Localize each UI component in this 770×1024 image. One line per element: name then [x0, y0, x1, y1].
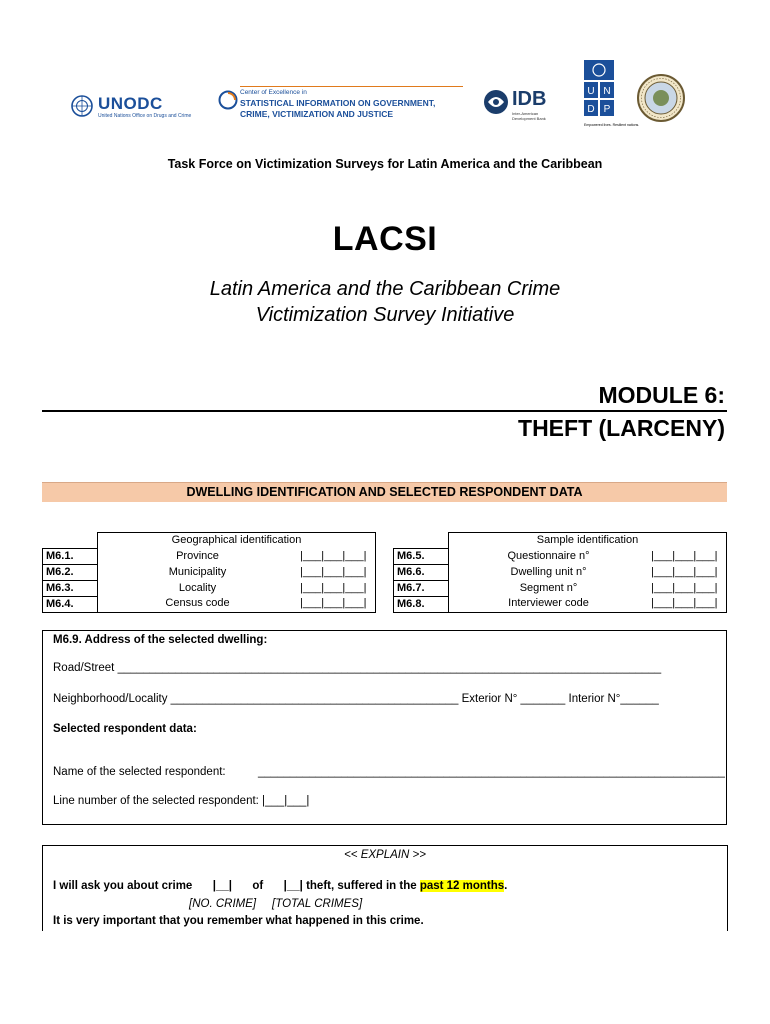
- unodc-logo: [70, 92, 220, 122]
- table-row: [394, 548, 727, 564]
- undp-subtitle: Empowered lives. Resilient nations.: [584, 123, 640, 127]
- geo-answer-box[interactable]: |___|___|___|: [297, 580, 376, 596]
- highlighted-period: past 12 months: [419, 880, 505, 892]
- table-row: [43, 548, 376, 564]
- coe-line1: STATISTICAL INFORMATION ON GOVERNMENT,: [240, 98, 436, 108]
- geo-table-title: Geographical identification: [98, 533, 376, 549]
- module-title: THEFT (LARCENY): [518, 415, 725, 441]
- sample-table-title: Sample identification: [449, 533, 727, 549]
- sample-code: M6.6.: [394, 564, 449, 580]
- geo-code: M6.2.: [43, 564, 98, 580]
- sample-label: Interviewer code: [449, 596, 649, 612]
- subtitle-line1: Latin America and the Caribbean Crime: [209, 278, 561, 300]
- explain-hint: [NO. CRIME] [TOTAL CRIMES]: [189, 898, 363, 910]
- undp-letter-u: U: [587, 86, 595, 97]
- idb-subtitle: Inter-American Development Bank: [512, 111, 546, 121]
- table-row: [43, 564, 376, 580]
- sample-label: Segment n°: [519, 581, 578, 594]
- geo-answer-box[interactable]: |___|___|___|: [297, 548, 376, 564]
- undp-letter-n: N: [603, 86, 611, 97]
- address-section: [42, 630, 727, 825]
- idb-emblem-icon: [482, 88, 510, 116]
- coe-emblem-icon: [218, 90, 238, 110]
- subtitle-line2: Victimization Survey Initiative: [255, 304, 515, 326]
- table-row: [394, 580, 727, 596]
- geo-label: Province: [176, 549, 219, 562]
- sample-code: M6.8.: [394, 596, 449, 612]
- sample-label: Questionnaire n°: [507, 549, 590, 562]
- geo-code: M6.3.: [43, 580, 98, 596]
- address-title: M6.9. Address of the selected dwelling:: [53, 634, 268, 646]
- geo-label: Census code: [98, 596, 298, 612]
- geo-code: M6.4.: [43, 596, 98, 612]
- undp-letter-d: D: [587, 104, 595, 115]
- task-force-heading: Task Force on Victimization Surveys for Latin America and the Caribbean: [167, 157, 603, 171]
- total-crimes-box[interactable]: |__|: [283, 880, 303, 892]
- oas-seal-icon: [636, 73, 686, 123]
- crime-number-box[interactable]: |__|: [212, 880, 232, 892]
- lacsi-title: LACSI: [332, 220, 438, 258]
- respondent-name-field[interactable]: _________________________________________________________________________: [258, 766, 725, 778]
- sentence-period: .: [504, 880, 508, 892]
- sample-answer-box[interactable]: |___|___|___|: [648, 596, 727, 612]
- geo-label: Locality: [178, 581, 217, 594]
- explain-title: << EXPLAIN >>: [344, 849, 426, 861]
- sample-answer-box[interactable]: |___|___|___|: [648, 580, 727, 596]
- respondent-data-title: Selected respondent data:: [53, 723, 197, 735]
- un-emblem-icon: [70, 94, 94, 118]
- lacsi-subtitle: [0, 276, 770, 328]
- sample-label: Dwelling unit n°: [510, 565, 587, 578]
- sample-code: M6.5.: [394, 548, 449, 564]
- respondent-name-label: Name of the selected respondent:: [53, 766, 226, 778]
- table-row: [394, 596, 727, 612]
- geo-answer-box[interactable]: |___|___|___|: [297, 564, 376, 580]
- road-street-field[interactable]: Road/Street _____________________________________________________________________________________: [53, 662, 662, 674]
- module-number: MODULE 6:: [598, 382, 725, 408]
- sentence-start: I will ask you about crime: [53, 880, 193, 892]
- heading-rule: [42, 410, 727, 412]
- sample-answer-box[interactable]: |___|___|___|: [648, 548, 727, 564]
- sample-identification-table: [393, 532, 727, 613]
- respondent-line-number-field[interactable]: Line number of the selected respondent: |___|___|: [53, 795, 310, 807]
- center-of-excellence-logo: [218, 88, 463, 128]
- coe-line2: CRIME, VICTIMIZATION AND JUSTICE: [240, 109, 393, 119]
- table-row: [394, 564, 727, 580]
- explain-sentence: [53, 880, 507, 892]
- idb-logo: [482, 86, 562, 126]
- table-row: [43, 580, 376, 596]
- undp-logo: [584, 60, 640, 127]
- undp-letter-p: P: [603, 104, 611, 115]
- explain-closing: It is very important that you remember what happened in this crime.: [53, 915, 424, 927]
- neighborhood-field[interactable]: Neighborhood/Locality _____________________________________________ Exterior N° _______ Interior N°______: [53, 693, 659, 705]
- geo-label: Municipality: [168, 565, 227, 578]
- geo-answer-box[interactable]: |___|___|___|: [297, 596, 376, 612]
- sentence-mid: theft, suffered in the: [306, 880, 417, 892]
- section-banner: DWELLING IDENTIFICATION AND SELECTED RESPONDENT DATA: [42, 482, 727, 502]
- explain-section: [42, 845, 728, 931]
- logo-divider: [240, 86, 463, 87]
- coe-line0: Center of Excellence in: [240, 89, 307, 96]
- sample-code: M6.7.: [394, 580, 449, 596]
- unodc-name: UNODC: [98, 94, 163, 113]
- table-row: [43, 596, 376, 612]
- geographical-identification-table: [42, 532, 376, 613]
- sample-answer-box[interactable]: |___|___|___|: [648, 564, 727, 580]
- geo-code: M6.1.: [43, 548, 98, 564]
- idb-name: IDB: [512, 88, 547, 110]
- undp-emblem-icon: [584, 60, 614, 118]
- of-word: of: [252, 880, 264, 892]
- unodc-subtitle: United Nations Office on Drugs and Crime: [98, 113, 192, 119]
